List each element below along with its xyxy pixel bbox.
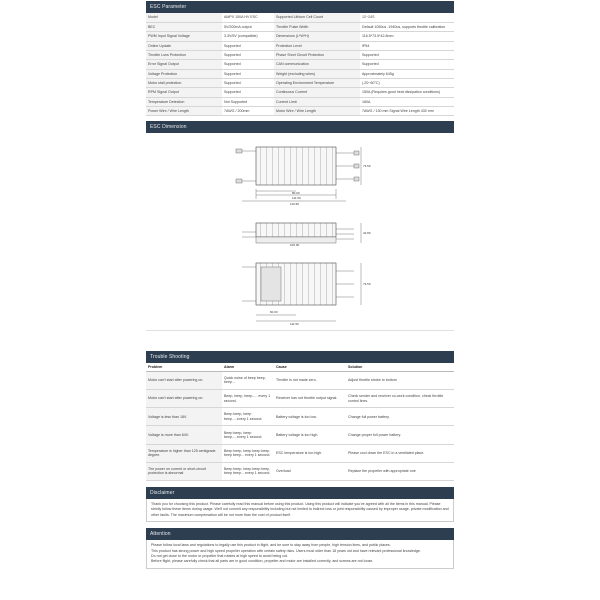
disclaimer-box: [146, 499, 454, 522]
param-value: (-20~60°C): [360, 78, 454, 87]
param-value: 5V/200mA output: [222, 22, 274, 31]
param-value: 3.3V/5V (compatible): [222, 32, 274, 41]
attention-line: This product has strong power and high speed propeller operation with certain safety risks. Users must older than 18 years old and have relevant professional knowledge.: [151, 548, 421, 553]
param-key: Power Wire / Wire Length: [146, 106, 222, 115]
esc-bottom-view: [242, 263, 361, 321]
ts-alarm: Quick noise of beep beep, beep...: [222, 371, 274, 389]
param-key: Phase Short Circuit Protection: [274, 50, 360, 59]
param-value: Supported: [222, 41, 274, 50]
ts-problem: Motor can't start after powering on.: [146, 389, 222, 407]
disclaimer-header: Disclaimer: [146, 487, 454, 499]
esc-dimension-drawing: [146, 133, 454, 331]
ts-solution: Replace the propeller with appropriate one: [346, 462, 454, 480]
param-row: [146, 60, 454, 69]
param-key: Current Limit: [274, 97, 360, 106]
ts-cause: Battery voltage is too low.: [274, 408, 346, 426]
trouble-shooting-table: [146, 363, 454, 481]
param-value: Default 1050us -1940us, supports throttle calibration: [360, 22, 454, 31]
param-value: Supported: [222, 88, 274, 97]
param-value: IP54: [360, 41, 454, 50]
ts-row: [146, 389, 454, 407]
ts-column-header: Alarm: [222, 363, 274, 371]
dim-bottom-width: 111.50: [290, 322, 299, 327]
param-key: Weight (excluding wires): [274, 69, 360, 78]
ts-alarm: Beep, beep, beep..... every 1 second.: [222, 389, 274, 407]
param-key: PWM Input Signal Voltage: [146, 32, 222, 41]
param-value: Supported: [222, 69, 274, 78]
param-row: [146, 22, 454, 31]
param-key: Operating Environment Temperature: [274, 78, 360, 87]
param-key: Voltage Protection: [146, 69, 222, 78]
param-value: Supported: [222, 50, 274, 59]
param-value: 116.5*73.5*42.8mm: [360, 32, 454, 41]
ts-column-header: Solution: [346, 363, 454, 371]
param-key: BEC: [146, 22, 222, 31]
param-key: Protection Level: [274, 41, 360, 50]
param-key: Online Update: [146, 41, 222, 50]
ts-cause: Overload: [274, 462, 346, 480]
param-value: Supported: [360, 60, 454, 69]
disclaimer-text: Thank you for choosing this product. Please carefully read this manual before using this product. Using this product will indicate you've agreed with all the items in this manual. Please strictly follow these items during usage. We'll not commit any responsibility including but not limited to indirect loss or joint responsibility caused by improper usage, private modification and other faults. The maximum compensation will be not more than the cost of product itself.: [151, 501, 449, 517]
param-row: [146, 78, 454, 87]
trouble-shooting-header: Trouble Shooting: [146, 351, 454, 363]
param-row: [146, 32, 454, 41]
ts-alarm: Beep beep, beep beep beep beep beep... every 1 second.: [222, 462, 274, 480]
ts-cause: Battery voltage is too high.: [274, 426, 346, 444]
param-key: Supported Lithium Cell Count: [274, 13, 360, 22]
param-key: Temperature Detection: [146, 97, 222, 106]
param-value: Supported: [222, 78, 274, 87]
dim-top-inner: 111.50: [292, 196, 301, 201]
attention-line: Please follow local laws and regulations to legally use this product in flight, and be sure to stay away from people, high tension lines, and public places.: [151, 543, 391, 548]
param-key: Model: [146, 13, 222, 22]
ts-problem: Voltage is more than 64V.: [146, 426, 222, 444]
attention-line: Before flight, please carefully check that all parts are in good condition, propeller and motor are installed correctly, and screws are not loose.: [151, 559, 374, 564]
param-value: 12~24S: [360, 13, 454, 22]
param-row: [146, 13, 454, 22]
param-value: Not Supported: [222, 97, 274, 106]
ts-row: [146, 371, 454, 389]
param-key: Dimensions (L*W*H): [274, 32, 360, 41]
param-value: AMPX 150A HV ESC: [222, 13, 274, 22]
param-row: [146, 41, 454, 50]
ts-problem: Voltage is less than 18V.: [146, 408, 222, 426]
ts-solution: Please cool down the ESC in a ventilated place.: [346, 444, 454, 462]
esc-parameter-header: ESC Parameter: [146, 1, 454, 13]
param-row: [146, 69, 454, 78]
ts-solution: Check sender and receiver co-work condition, check throttle control lines.: [346, 389, 454, 407]
dim-top-height: 73.50: [363, 164, 371, 169]
param-row: [146, 97, 454, 106]
ts-column-header: Cause: [274, 363, 346, 371]
param-key: CAN communication: [274, 60, 360, 69]
ts-solution: Change proper full power battery.: [346, 426, 454, 444]
esc-parameter-table: [146, 13, 454, 116]
ts-row: [146, 462, 454, 480]
ts-alarm: Beep beep, beep beep.....every 1 second.: [222, 426, 274, 444]
param-key: Continuous Current: [274, 88, 360, 97]
param-row: [146, 88, 454, 97]
param-value: 7AWG / 130 mm Signal Wire Length 430 mm: [360, 106, 454, 115]
param-key: Throttle Loss Protection: [146, 50, 222, 59]
param-value: 180A: [360, 97, 454, 106]
dim-side-center: 100.00: [290, 243, 300, 248]
param-value: 150A (Requires good heat dissipation conditions): [360, 88, 454, 97]
dim-side-height: 42.80: [363, 231, 371, 236]
ts-column-header: Problem: [146, 363, 222, 371]
ts-row: [146, 426, 454, 444]
param-key: Error Signal Output: [146, 60, 222, 69]
param-row: [146, 106, 454, 115]
ts-cause: Throttle is not made zero.: [274, 371, 346, 389]
ts-cause: ESC temperature is too high.: [274, 444, 346, 462]
ts-solution: Adjust throttle stroke to bottom: [346, 371, 454, 389]
dim-bottom-left: 60.00: [270, 310, 278, 315]
ts-problem: Motor can't start after powering on.: [146, 371, 222, 389]
param-value: Approximately 645g: [360, 69, 454, 78]
attention-header: Attention: [146, 528, 454, 540]
ts-problem: Temperature is higher than 125 centigrade degree.: [146, 444, 222, 462]
param-value: Supported: [222, 60, 274, 69]
param-value: Supported: [360, 50, 454, 59]
param-key: Motor stall protection: [146, 78, 222, 87]
param-key: RPM Signal Output: [146, 88, 222, 97]
param-key: Motor Wire / Wire Length: [274, 106, 360, 115]
manual-page: [146, 0, 454, 600]
ts-cause: Receiver has not throttle output signal.: [274, 389, 346, 407]
ts-alarm: Beep beep, beep beep beep beep beep... every 1 second.: [222, 444, 274, 462]
attention-line: Do not get close to the motor or propeller that rotates at high speed to avoid being cut.: [151, 553, 289, 558]
ts-alarm: Beep beep, beep beep.....every 1 second.: [222, 408, 274, 426]
param-row: [146, 50, 454, 59]
ts-row: [146, 408, 454, 426]
attention-box: [146, 540, 454, 569]
ts-solution: Change full power battery.: [346, 408, 454, 426]
dim-bottom-height: 73.50: [363, 282, 371, 287]
esc-side-view: [242, 223, 361, 243]
ts-row: [146, 444, 454, 462]
param-key: Throttle Pulse Width: [274, 22, 360, 31]
ts-problem: The power on current or short-circuit protection is abnormal: [146, 462, 222, 480]
param-value: 7AWG / 200mm: [222, 106, 274, 115]
dimension-svg: [146, 133, 454, 331]
dim-top-left: 80.00: [292, 191, 300, 196]
dim-top-width: 116.50: [290, 202, 299, 207]
esc-dimension-header: ESC Dimension: [146, 121, 454, 133]
